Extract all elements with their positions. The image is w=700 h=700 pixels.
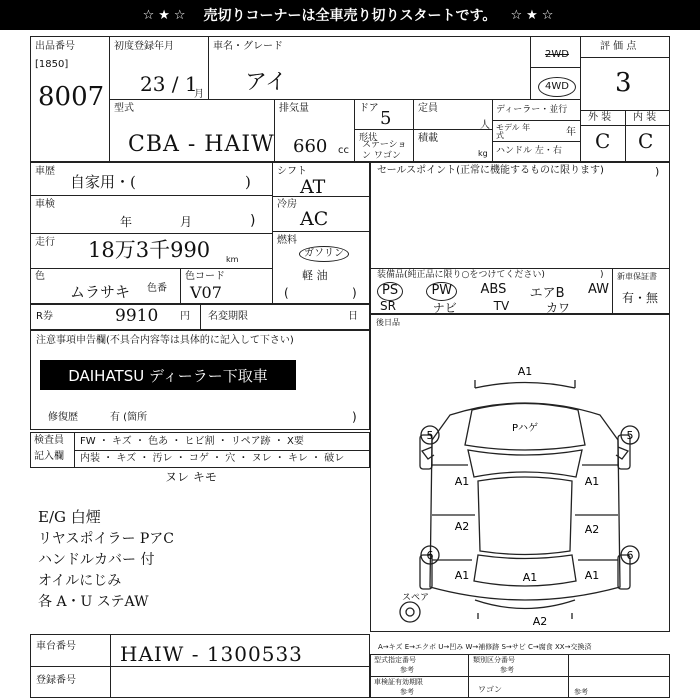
ref-label: 参考	[400, 666, 414, 674]
note-line: リヤスポイラー PアC	[38, 531, 175, 547]
exterior-grade: C	[595, 129, 611, 153]
chassis-label: 車台番号	[36, 641, 76, 652]
legend-note: ワゴン	[478, 685, 502, 694]
history-value: 自家用・(	[70, 173, 136, 191]
equip-abs: ABS	[480, 282, 507, 297]
zone-label: A1	[584, 475, 600, 488]
equip-sr: SR	[380, 299, 396, 313]
diagram-label-6-right: 6	[626, 549, 634, 562]
expiry-date-label: 車検証有効期限	[374, 678, 423, 686]
roof	[478, 477, 572, 555]
door-label: ドア	[359, 103, 379, 114]
inspector-label2: 記入欄	[34, 451, 64, 462]
ac-value: AC	[300, 208, 329, 230]
inspection-label: 車検	[35, 199, 55, 210]
model-value: CBA - HAIW	[128, 132, 275, 157]
banner-stars-left: ☆★☆	[142, 7, 190, 23]
interior-grade: C	[638, 129, 654, 153]
equip-tv: TV	[493, 299, 510, 313]
equip-navi: ナビ	[432, 301, 457, 315]
equipment-label: 装備品(純正品に限り○をつけてください)	[377, 270, 545, 280]
repair-label: 修復歴	[48, 412, 78, 423]
recycle-value: 9910	[115, 306, 159, 326]
note-line: ハンドルカバー 付	[38, 552, 155, 568]
fuel-label: 燃料	[277, 235, 297, 246]
expiry-unit: 日	[348, 311, 358, 322]
sales-point-label: セールスポイント(正常に機能するものに限ります)	[377, 165, 604, 176]
inspection-month: 月	[180, 215, 193, 229]
equip-ps: PS	[377, 282, 403, 301]
fuel-gasoline: ガソリン	[299, 246, 349, 262]
weight-unit: kg	[478, 149, 488, 158]
windshield	[468, 450, 582, 477]
first-reg-unit: 月	[194, 89, 204, 100]
diagram-label-5-right: 5	[626, 429, 634, 442]
after-label: 後日品	[376, 318, 400, 327]
color-value: ムラサキ	[70, 283, 131, 301]
recycle-label: R券	[36, 311, 53, 322]
handle-label: ハンドル 左・右	[496, 146, 562, 156]
inspector-label1: 検査員	[34, 435, 64, 446]
mileage-label: 走行	[35, 237, 55, 248]
notes-label: 注意事項申告欄(不具合内容等は具体的に記入して下さい)	[36, 335, 294, 346]
repair-close: )	[352, 410, 357, 424]
capacity-unit: 人	[480, 120, 490, 131]
inspector-note: ヌレ キモ	[165, 470, 217, 484]
rating-label: 評 価 点	[600, 41, 637, 52]
name-grade-label: 車名・グレード	[213, 41, 283, 52]
door-value: 5	[380, 108, 392, 129]
zone-label: A1	[584, 569, 600, 582]
recycle-unit: 円	[180, 311, 190, 322]
diagram-label-6-left: 6	[426, 549, 434, 562]
diagram-label-top: A1	[517, 365, 533, 378]
note-line: オイルにじみ	[38, 573, 122, 589]
shift-value: AT	[300, 176, 326, 198]
diagram-label-bottom: A2	[532, 615, 548, 628]
damage-codes: A→キズ E→エクボ U→凹み W→補修跡 S→サビ C→腐食 XX→交換済	[378, 643, 592, 651]
zone-label: A2	[454, 520, 470, 533]
fuel-diesel: 軽 油	[302, 269, 328, 282]
dealer-label: ディーラー・並行	[496, 105, 568, 115]
type-number-label: 型式指定番号	[374, 656, 416, 664]
model-year-unit: 年	[566, 127, 576, 138]
zone-label: A1	[454, 475, 470, 488]
zone-label: A1	[522, 571, 538, 584]
ac-label: 冷房	[277, 199, 297, 210]
drive-4wd: 4WD	[538, 77, 576, 97]
capacity-label: 定員	[418, 103, 438, 114]
note-line: E/G 白煙	[38, 508, 101, 526]
top-banner	[0, 0, 700, 30]
equip-leather: カワ	[545, 301, 570, 315]
weight-label: 積載	[418, 133, 438, 144]
inspection-close: )	[250, 213, 256, 229]
interior-label: 内 装	[633, 112, 657, 123]
first-reg-value: 23 / 1	[140, 72, 198, 96]
banner-stars-right: ☆★☆	[510, 7, 558, 23]
model-label: 型式	[114, 103, 134, 114]
repair-text: 有 (箇所	[110, 412, 148, 423]
first-reg-label: 初度登録年月	[114, 41, 174, 52]
venue-code: [1850]	[35, 59, 69, 70]
fuel-close: )	[352, 286, 357, 300]
warranty-label: 新車保証書	[617, 272, 657, 281]
inspector-row1: FW ・ キズ ・ 色あ ・ ヒビ割 ・ リペア跡 ・ X要	[80, 436, 304, 447]
dealer-badge: DAIHATSU ディーラー下取車	[40, 360, 296, 390]
sales-point-close: )	[655, 165, 660, 178]
rear-bumper	[475, 600, 575, 609]
color-code-label: 色コード	[185, 271, 225, 282]
drive-2wd: 2WD	[545, 49, 569, 60]
fuel-open: (	[284, 286, 289, 300]
note-line: 各 A・U ステAW	[38, 594, 149, 610]
class-number-label: 類別区分番号	[473, 656, 515, 664]
rating-value: 3	[615, 68, 632, 98]
front-bumper	[475, 383, 575, 389]
lot-number: 8007	[38, 82, 105, 112]
lot-label: 出品番号	[35, 41, 75, 52]
handwritten-notes	[38, 510, 358, 609]
banner-text: 売切りコーナーは全車売り切りスタートです。	[203, 8, 497, 24]
spare-label: スペア	[402, 593, 430, 603]
color-code-value: V07	[190, 283, 222, 302]
history-label: 車歴	[35, 166, 55, 177]
diagram-label-pakage: Pハゲ	[511, 423, 539, 434]
zone-label: A2	[584, 523, 600, 536]
registration-label: 登録番号	[36, 675, 76, 686]
ref-label-4: 参考	[574, 688, 588, 696]
equipment-close: )	[600, 270, 604, 280]
color-label: 色	[35, 271, 45, 282]
inspector-row2: 内装 ・ キズ ・ 汚レ ・ コゲ ・ 穴 ・ ヌレ ・ キレ ・ 破レ	[80, 453, 345, 464]
shape-value: ステーション ワゴン	[362, 140, 407, 161]
car-name: アイ	[245, 70, 288, 95]
displacement-value: 660	[293, 136, 328, 157]
equip-airbag: エアB	[529, 286, 565, 301]
equip-aw: AW	[587, 282, 609, 297]
diagram-label-5-left: 5	[426, 429, 434, 442]
ref-label-3: 参考	[500, 666, 514, 674]
inspection-year: 年	[120, 215, 133, 229]
mileage-value: 18万3千990	[88, 238, 211, 262]
mileage-unit: km	[226, 255, 239, 264]
warranty-options: 有・無	[622, 291, 659, 305]
car-damage-diagram	[380, 355, 665, 635]
equip-pw: PW	[426, 282, 457, 301]
color-no-label: 色番	[147, 283, 167, 294]
history-close: )	[245, 173, 251, 191]
spare-tire-icon	[400, 602, 420, 622]
chassis-number: HAIW - 1300533	[120, 642, 303, 666]
model-year-label: モデル 年式	[496, 123, 531, 140]
ref-label-2: 参考	[400, 688, 414, 696]
exterior-label: 外 装	[588, 112, 612, 123]
displacement-unit: cc	[338, 145, 349, 156]
shape-label: 形状	[359, 133, 378, 143]
zone-label: A1	[454, 569, 470, 582]
shift-label: シフト	[277, 166, 307, 177]
displacement-label: 排気量	[279, 103, 309, 114]
expiry-label: 名変期限	[208, 311, 248, 322]
